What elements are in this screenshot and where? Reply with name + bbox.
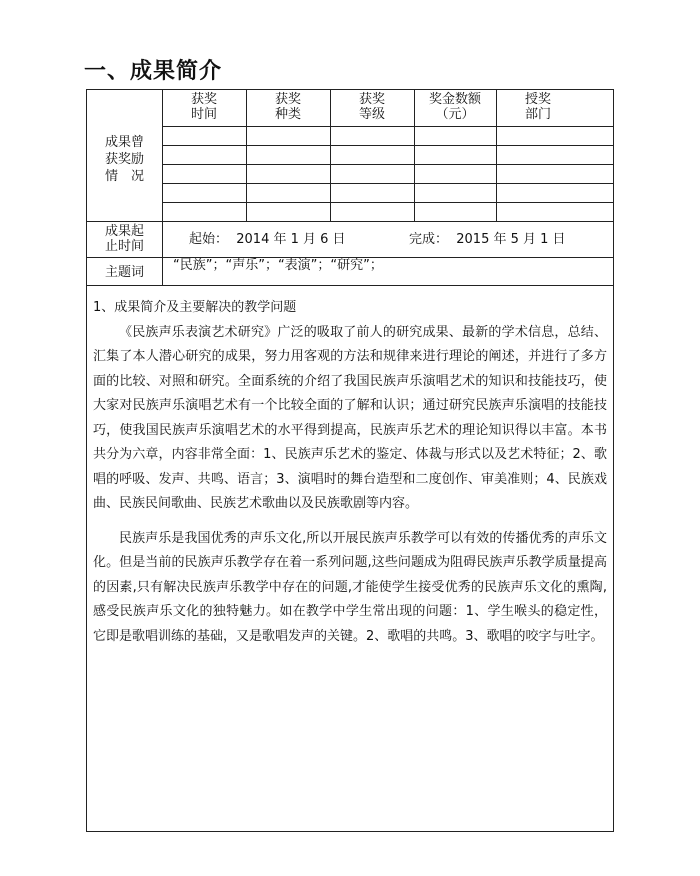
row-divider	[87, 221, 614, 222]
awards-label-line: 情 况	[104, 169, 144, 184]
header-line: 获奖	[274, 92, 301, 107]
header-prize-amount	[414, 92, 496, 122]
header-line: （元）	[435, 107, 475, 122]
period-label	[87, 224, 162, 254]
row-divider	[162, 126, 614, 127]
row-divider	[162, 202, 614, 203]
header-line: 授奖	[524, 92, 551, 107]
header-line: 时间	[190, 107, 217, 122]
period-label-line: 成果起	[104, 224, 144, 239]
row-divider	[162, 183, 614, 184]
awards-row-label	[87, 134, 162, 185]
header-award-type	[246, 92, 330, 122]
summary-paragraph: 民族声乐是我国优秀的声乐文化,所以开展民族声乐教学可以有效的传播优秀的声乐文化。但是当前的民族声乐教学存在着一系列问题,这些问题成为阻碍民族声乐教学质量提高的因素,只有解决民族声乐教学中存在的问题,才能使学生接受优秀的民族声乐文化的熏陶,感受民族声乐文化的独特魅力。如在教学中学生常出现的问题：1、学生喉头的稳定性，它即是歌唱训练的基础，又是歌唱发声的关键。2、歌唱的共鸣。3、歌唱的咬字与吐字。	[93, 530, 607, 644]
achievement-form	[86, 89, 614, 832]
summary-section	[93, 296, 607, 649]
header-line: 获奖	[190, 92, 217, 107]
header-award-level	[330, 92, 414, 122]
summary-paragraph: 《民族声乐表演艺术研究》广泛的吸取了前人的研究成果、最新的学术信息，总结、汇集了本人潜心研究的成果，努力用客观的方法和规律来进行理论的阐述，并进行了多方面的比较、对照和研究。全面系统的介绍了我国民族声乐演唱艺术的知识和技能技巧，使大家对民族声乐演唱艺术有一个比较全面的了解和认识；通过研究民族声乐演唱的技能技巧，使我国民族声乐演唱艺术的水平得到提高，民族声乐艺术的理论知识得以丰富。本书共分为六章，内容非常全面：1、民族声乐艺术的鉴定、体裁与形式以及艺术特征；2、歌唱的呼吸、发声、共鸣、语言；3、演唱时的舞台造型和二度创作、审美准则；4、民族戏曲、民族民间歌曲、民族艺术歌曲以及民族歌剧等内容。	[93, 324, 607, 511]
awards-label-line: 获奖励	[104, 152, 144, 167]
header-line: 获奖	[358, 92, 385, 107]
summary-heading: 1、成果简介及主要解决的教学问题	[93, 300, 297, 315]
header-award-time	[162, 92, 246, 122]
period-label-line: 止时间	[104, 239, 144, 254]
page-title: 一、成果简介	[84, 59, 223, 84]
header-line: 种类	[274, 107, 301, 122]
row-divider	[87, 285, 614, 286]
header-line: 部门	[524, 107, 551, 122]
keywords-value: “民族”；“声乐”；“表演”；“研究”；	[173, 258, 383, 273]
row-divider	[162, 145, 614, 146]
period-start: 起始： 2014 年 1 月 6 日	[189, 232, 346, 247]
header-line: 奖金数额	[428, 92, 481, 107]
awards-label-line: 成果曾	[104, 135, 144, 150]
row-divider	[162, 164, 614, 165]
period-end: 完成： 2015 年 5 月 1 日	[409, 232, 566, 247]
keywords-label: 主题词	[104, 265, 144, 280]
header-awarding-dept	[496, 92, 580, 122]
header-line: 等级	[358, 107, 385, 122]
